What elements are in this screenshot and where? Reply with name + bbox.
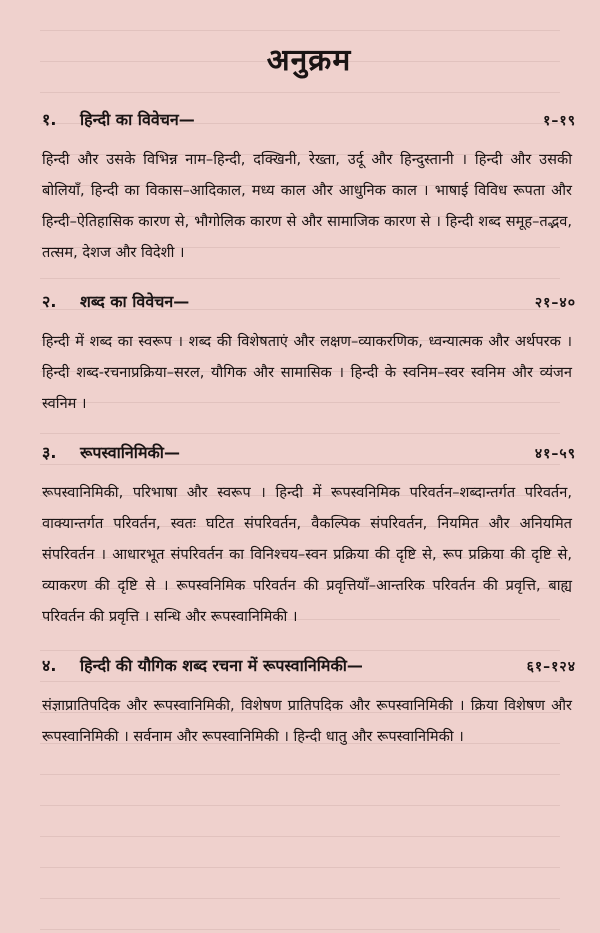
- section-description: रूपस्वानिमिकी, परिभाषा और स्वरूप । हिन्दी में रूपस्वनिमिक परिवर्तन–शब्दान्तर्गत परिवर्तन, वाक्यान्तर्गत परिवर्तन, स्वतः घटित संपरिवर्तन, वैकल्पिक संपरिवर्तन, नियमित और अनियमित संपरिवर्तन । आधारभूत संपरिवर्तन का विनिश्चय–स्वन प्रक्रिया की दृष्टि से, रूप प्रक्रिया की दृष्टि से, व्याकरण की दृष्टि से । रूपस्वनिमिक परिवर्तन की प्रवृत्तियाँ–आन्तरिक परिवर्तन की प्रवृत्ति, बाह्य परिवर्तन की प्रवृत्ति । सन्धि और रूपस्वानिमिकी ।: [42, 484, 572, 625]
- section-heading: हिन्दी की यौगिक शब्द रचना में रूपस्वानिमिकी—: [80, 656, 363, 675]
- section-number: १.: [42, 110, 57, 129]
- contents-section-1: [42, 108, 576, 268]
- section-description: संज्ञाप्रातिपदिक और रूपस्वानिमिकी, विशेषण प्रातिपदिक और रूपस्वानिमिकी । क्रिया विशेषण और रूपस्वानिमिकी । सर्वनाम और रूपस्वानिमिकी । हिन्दी धातु और रूपस्वानिमिकी ।: [42, 697, 572, 745]
- section-page-range: ६१–१२४: [526, 659, 576, 675]
- section-page-range: १–१९: [543, 113, 576, 129]
- section-number: ३.: [42, 443, 57, 462]
- section-heading-row: [42, 290, 576, 312]
- section-description: हिन्दी और उसके विभिन्न नाम–हिन्दी, दक्खिनी, रेख्ता, उर्दू और हिन्दुस्तानी । हिन्दी और उसकी बोलियाँ, हिन्दी का विकास–आदिकाल, मध्य काल और आधुनिक काल । भाषाई विविध रूपता और हिन्दी–ऐतिहासिक कारण से, भौगोलिक कारण से और सामाजिक कारण से । हिन्दी शब्द समूह–तद्भव, तत्सम, देशज और विदेशी ।: [42, 151, 572, 261]
- section-page-range: ४१–५९: [534, 446, 576, 462]
- section-heading: रूपस्वानिमिकी—: [80, 443, 180, 462]
- section-heading: हिन्दी का विवेचन—: [80, 110, 195, 129]
- contents-section-2: [42, 290, 576, 419]
- page-title: अनुक्रम: [266, 43, 352, 78]
- contents-section-3: [42, 441, 576, 632]
- section-description: हिन्दी में शब्द का स्वरूप । शब्द की विशेषताएं और लक्षण–व्याकरणिक, ध्वन्यात्मक और अर्थपरक । हिन्दी शब्द-रचनाप्रक्रिया–सरल, यौगिक और सामासिक । हिन्दी के स्वनिम–स्वर स्वनिम और व्यंजन स्वनिम ।: [42, 333, 572, 412]
- contents-section-4: [42, 654, 576, 752]
- section-heading-row: [42, 654, 576, 676]
- section-number: ४.: [42, 656, 57, 675]
- section-page-range: २१–४०: [534, 295, 576, 311]
- section-heading-row: [42, 441, 576, 463]
- section-heading-row: [42, 108, 576, 130]
- section-heading: शब्द का विवेचन—: [80, 292, 190, 311]
- section-number: २.: [42, 292, 57, 311]
